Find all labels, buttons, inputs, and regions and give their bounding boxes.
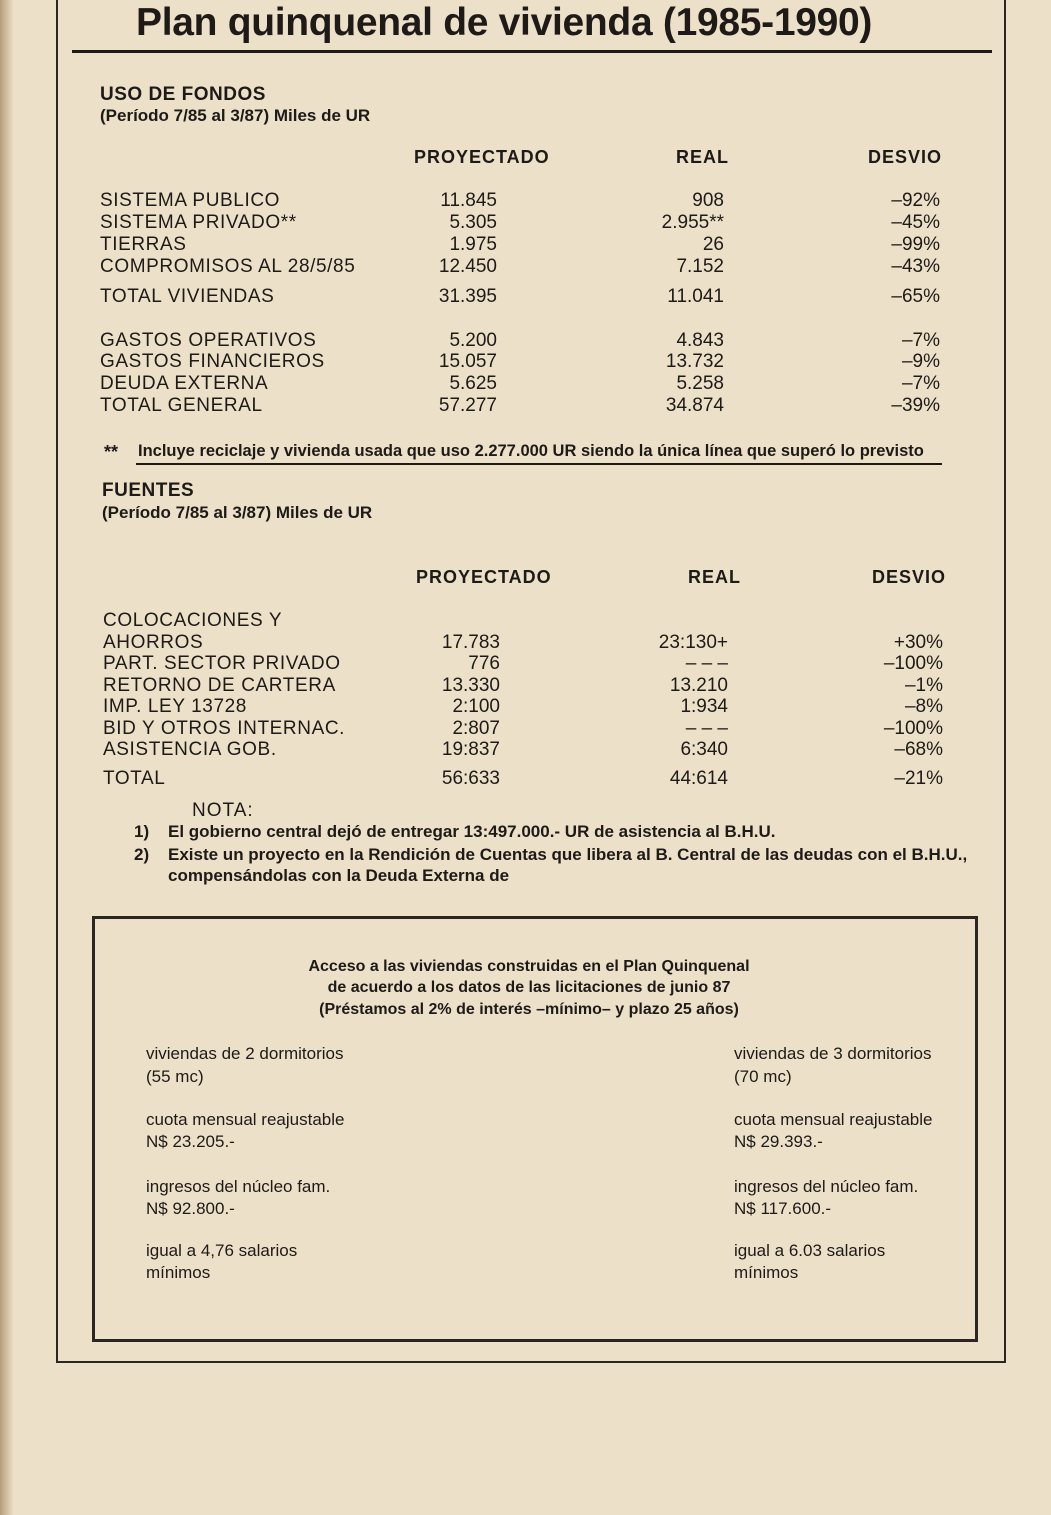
left-tipo: viviendas de 2 dormitorios [146,1044,344,1063]
uso-row-proyectado: 15.057 [438,351,497,372]
uso-row-label: TOTAL GENERAL [100,395,263,416]
fuentes-row-desvio: +30% [893,632,943,653]
left-ingresos-label: ingresos del núcleo fam. [146,1177,331,1196]
fuentes-row-proyectado: 2:100 [452,696,500,717]
right-cuota-valor: N$ 29.393.- [734,1132,823,1151]
nota-item1: El gobierno central dejó de entregar 13:497.000.- UR de asistencia al B.H.U. [168,822,776,841]
uso-row-desvio: –92% [891,190,940,211]
fuentes-row-desvio: –21% [894,768,943,789]
uso-row-label: DEUDA EXTERNA [100,373,269,394]
uso-row-label: TIERRAS [100,234,187,255]
fuentes-col-real: REAL [688,567,741,587]
uso-row-proyectado: 1.975 [449,234,497,255]
fuentes-row-proyectado: 56:633 [441,768,500,789]
uso-row-label: TOTAL VIVIENDAS [100,286,275,307]
uso-row-label: COMPROMISOS AL 28/5/85 [100,256,356,277]
uso-row-desvio: –7% [901,373,940,394]
page-title: Plan quinquenal de vivienda (1985-1990) [136,1,873,44]
fuentes-col-proyectado: PROYECTADO [416,567,552,587]
acceso-line3: (Préstamos al 2% de interés –mínimo– y plazo 25 años) [319,1001,739,1018]
uso-row-label: GASTOS FINANCIEROS [100,351,325,372]
uso-row-real: 7.152 [676,256,724,277]
fuentes-row-real: – – – [685,718,728,739]
fuentes-row-proyectado: 2:807 [452,718,500,739]
uso-col-desvio: DESVIO [868,147,943,167]
left-ingresos-valor: N$ 92.800.- [146,1199,235,1218]
acceso-line2: de acuerdo a los datos de las licitaciones de junio 87 [327,979,731,996]
nota-item2-line1: Existe un proyecto en la Rendición de Cuentas que libera al B. Central de las deudas con el B.H.U., [168,845,968,864]
fuentes-row-proyectado: 13.330 [441,675,500,696]
fuentes-row-proyectado: 19:837 [441,739,500,760]
fuentes-row-real: 23:130+ [658,632,728,653]
uso-heading: USO DE FONDOS [100,84,266,105]
fuentes-row-desvio: –68% [894,739,943,760]
uso-row-real: 34.874 [665,395,724,416]
uso-row-desvio: –39% [891,395,940,416]
nota-item1-number: 1) [134,822,150,841]
fuentes-row-label: BID Y OTROS INTERNAC. [103,718,346,739]
uso-row-proyectado: 12.450 [438,256,497,277]
title-rule [72,50,992,53]
fuentes-row-label: PART. SECTOR PRIVADO [103,653,341,674]
fuentes-row-label: AHORROS [103,632,204,653]
left-cuota-label: cuota mensual reajustable [146,1110,345,1129]
right-ingresos-valor: N$ 117.600.- [734,1199,832,1218]
nota-heading: NOTA: [192,800,254,821]
right-salarios-line2: mínimos [734,1263,799,1282]
fuentes-col-desvio: DESVIO [872,567,947,587]
right-cuota-label: cuota mensual reajustable [734,1110,933,1129]
fuentes-row-label: TOTAL [103,768,166,789]
uso-row-proyectado: 5.305 [449,212,497,233]
uso-row-proyectado: 5.625 [449,373,497,394]
fuentes-row-desvio: –8% [904,696,943,717]
uso-row-desvio: –43% [891,256,940,277]
fuentes-row-label: ASISTENCIA GOB. [103,739,277,760]
footnote-mark: ** [104,442,119,462]
uso-col-real: REAL [676,147,729,167]
right-salarios-line1: igual a 6.03 salarios [734,1241,886,1260]
fuentes-row-real: 6:340 [680,739,728,760]
right-tipo: viviendas de 3 dormitorios [734,1044,932,1063]
uso-row-desvio: –45% [891,212,940,233]
uso-row-desvio: –99% [891,234,940,255]
right-superficie: (70 mc) [734,1067,792,1086]
right-ingresos-label: ingresos del núcleo fam. [734,1177,919,1196]
uso-row-proyectado: 57.277 [438,395,497,416]
uso-footnote: Incluye reciclaje y vivienda usada que uso 2.277.000 UR siendo la única línea que superó lo previsto [138,442,924,460]
fuentes-row-label: RETORNO DE CARTERA [103,675,336,696]
uso-row-label: GASTOS OPERATIVOS [100,330,317,351]
fuentes-row-desvio: –100% [883,653,943,674]
uso-row-proyectado: 11.845 [440,190,497,211]
uso-row-label: SISTEMA PRIVADO** [100,212,297,233]
nota-item2-line2: compensándolas con la Deuda Externa de [168,866,510,885]
fuentes-row-label: IMP. LEY 13728 [103,696,247,717]
acceso-line1: Acceso a las viviendas construidas en el Plan Quinquenal [308,958,750,975]
fuentes-row-proyectado: 17.783 [441,632,500,653]
uso-row-real: 13.732 [665,351,724,372]
footnote-rule [136,463,942,465]
uso-row-real: 908 [692,190,724,211]
fuentes-row-label: COLOCACIONES Y [103,610,283,631]
left-salarios-line2: mínimos [146,1263,211,1282]
uso-row-real: 26 [702,234,724,255]
uso-row-label: SISTEMA PUBLICO [100,190,281,211]
fuentes-row-real: 1:934 [680,696,728,717]
uso-row-real: 4.843 [676,330,724,351]
fuentes-subheading: (Período 7/85 al 3/87) Miles de UR [102,503,373,522]
uso-row-desvio: –7% [901,330,940,351]
fuentes-row-real: 44:614 [669,768,728,789]
uso-row-desvio: –9% [901,351,940,372]
left-cuota-valor: N$ 23.205.- [146,1132,235,1151]
uso-subheading: (Período 7/85 al 3/87) Miles de UR [100,106,371,125]
uso-col-proyectado: PROYECTADO [414,147,550,167]
uso-row-desvio: –65% [891,286,940,307]
page-binding-edge [0,0,14,1515]
left-superficie: (55 mc) [146,1067,204,1086]
uso-row-real: 2.955** [661,212,724,233]
uso-row-real: 11.041 [667,286,724,307]
fuentes-row-proyectado: 776 [468,653,500,674]
left-salarios-line1: igual a 4,76 salarios [146,1241,298,1260]
fuentes-row-desvio: –100% [883,718,943,739]
nota-item2-number: 2) [134,845,150,864]
uso-row-proyectado: 5.200 [449,330,497,351]
uso-row-real: 5.258 [676,373,724,394]
fuentes-row-real: – – – [685,653,728,674]
fuentes-row-real: 13.210 [669,675,728,696]
fuentes-heading: FUENTES [102,480,195,501]
fuentes-row-desvio: –1% [904,675,943,696]
uso-row-proyectado: 31.395 [438,286,497,307]
